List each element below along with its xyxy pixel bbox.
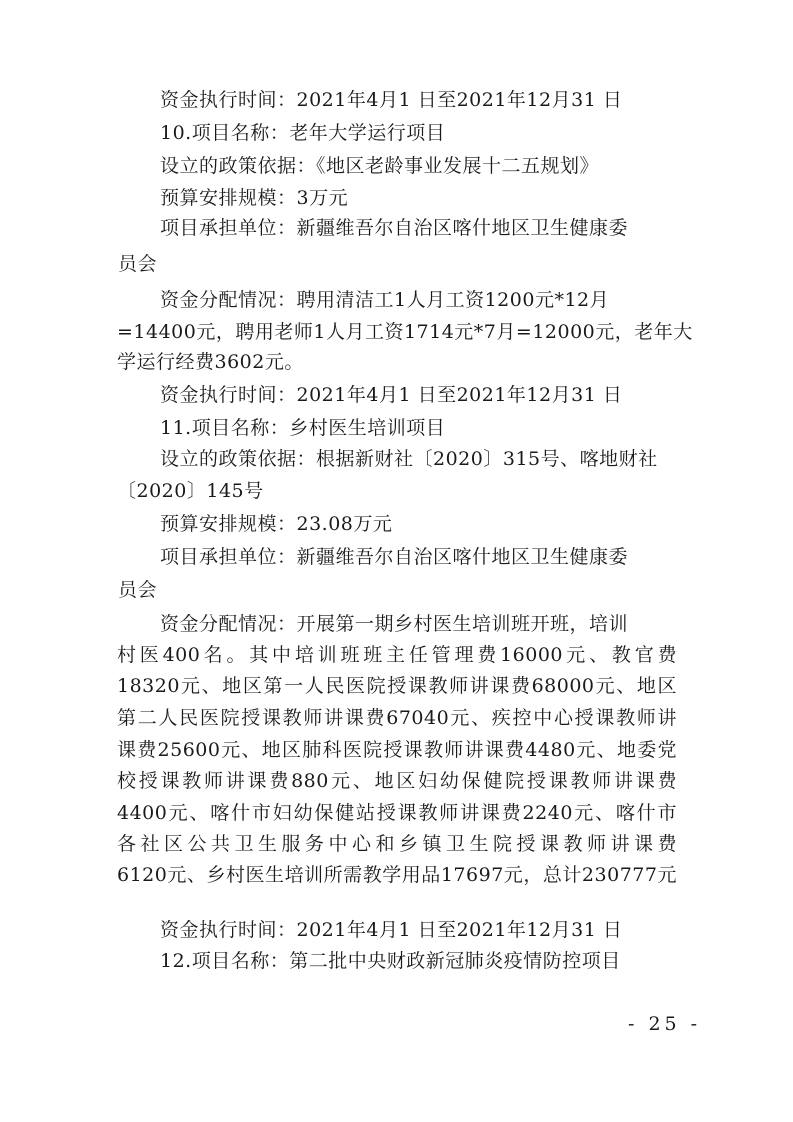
text-line: 设立的政策依据：根据新财社〔2020〕315号、喀地财社 — [160, 448, 658, 470]
text-line: 预算安排规模：23.08万元 — [160, 513, 393, 535]
text-line: 预算安排规模：3万元 — [160, 187, 349, 209]
text-line: 项目承担单位：新疆维吾尔自治区喀什地区卫生健康委 — [160, 217, 629, 239]
text-line: 10.项目名称：老年大学运行项目 — [160, 122, 446, 144]
text-line: =14400元，聘用老师1人月工资1714元*7月=12000元，老年大 — [117, 321, 693, 343]
page-number: - 25 - — [628, 1013, 702, 1035]
text-line: 设立的政策依据：《地区老龄事业发展十二五规划》 — [160, 155, 600, 177]
text-line: 项目承担单位：新疆维吾尔自治区喀什地区卫生健康委 — [160, 546, 629, 568]
text-line: 资金分配情况：开展第一期乡村医生培训班开班，培训 — [160, 613, 629, 635]
text-line: 资金执行时间：2021年4月1 日至2021年12月31 日 — [160, 89, 623, 111]
text-line: 校授课教师讲课费880元、地区妇幼保健院授课教师讲课费 — [117, 770, 677, 792]
text-line: 12.项目名称：第二批中央财政新冠肺炎疫情防控项目 — [160, 950, 621, 972]
text-line: 资金分配情况：聘用清洁工1人月工资1200元*12月 — [160, 289, 610, 311]
text-line: 〔2020〕145号 — [117, 480, 264, 502]
text-line: 6120元、乡村医生培训所需教学用品17697元，总计230777元 — [117, 864, 677, 886]
text-line: 员会 — [118, 253, 158, 275]
text-line: 18320元、地区第一人民医院授课教师讲课费68000元、地区 — [117, 675, 677, 697]
text-line: 各社区公共卫生服务中心和乡镇卫生院授课教师讲课费 — [117, 833, 677, 855]
text-line: 课费25600元、地区肺科医院授课教师讲课费4480元、地委党 — [117, 739, 677, 761]
text-line: 村医400名。其中培训班班主任管理费16000元、教官费 — [117, 644, 677, 666]
text-line: 4400元、喀什市妇幼保健站授课教师讲课费2240元、喀什市 — [117, 802, 677, 824]
text-line: 11.项目名称：乡村医生培训项目 — [160, 417, 446, 439]
text-line: 资金执行时间：2021年4月1 日至2021年12月31 日 — [160, 919, 623, 941]
text-line: 员会 — [118, 579, 158, 601]
text-line: 学运行经费3602元。 — [117, 351, 304, 373]
text-line: 第二人民医院授课教师讲课费67040元、疾控中心授课教师讲 — [117, 707, 677, 729]
text-line: 资金执行时间：2021年4月1 日至2021年12月31 日 — [160, 384, 623, 406]
